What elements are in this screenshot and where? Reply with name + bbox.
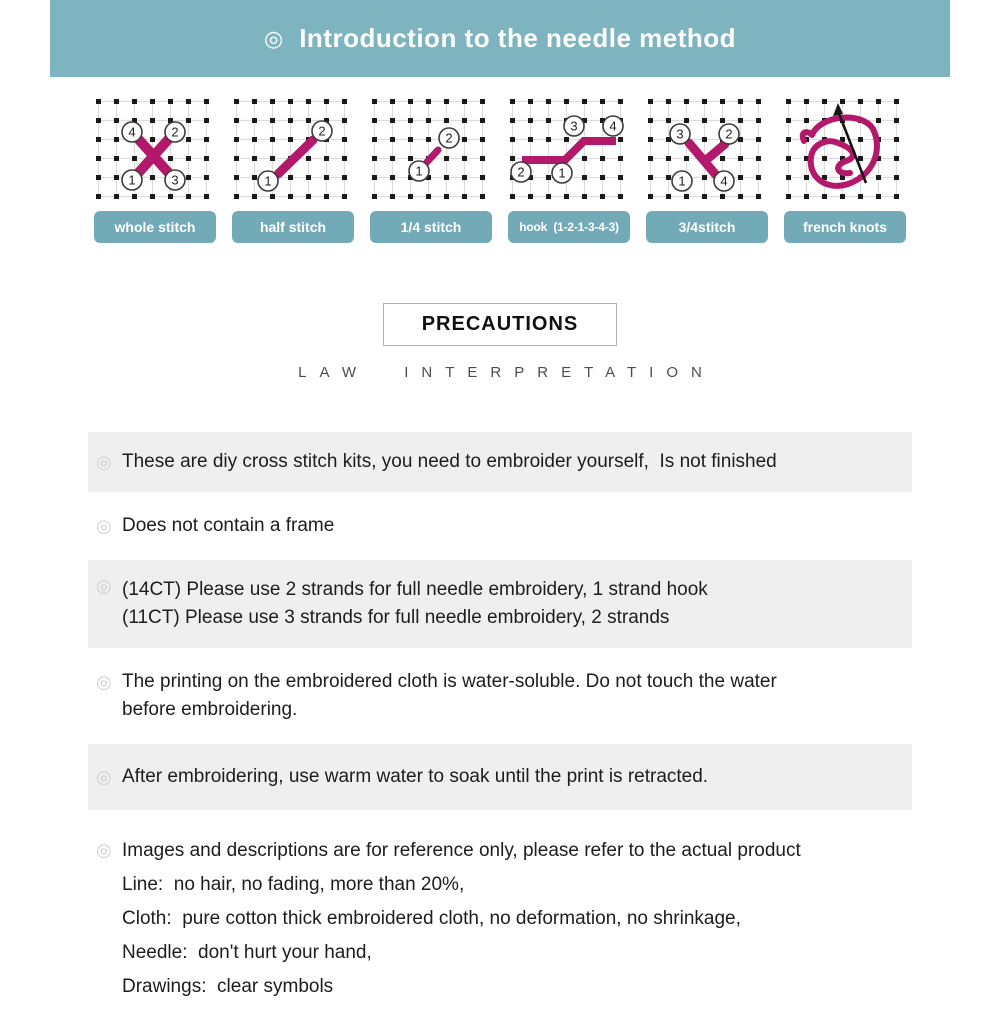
svg-text:1: 1 [128,172,136,188]
three-quarter-stitch-grid [648,99,766,201]
subtitle-law-interpretation: LAW INTERPRETATION [298,364,715,381]
stitch-label-french-knots: french knots [784,211,906,243]
step-number [603,116,623,136]
step-number [165,170,185,190]
step-number [122,122,142,142]
svg-text:2: 2 [517,164,525,180]
step-number [714,171,734,191]
precautions-heading: PRECAUTIONS [383,303,617,346]
list-item [88,810,912,1010]
step-number [165,122,185,142]
item-text: Does not contain a frame [122,515,335,536]
list-item [88,492,912,560]
step-number [122,170,142,190]
step-number [719,124,739,144]
list-item [88,648,912,744]
item-text: Needle: don't hurt your hand, [122,942,372,963]
diagram-half-stitch [232,99,354,243]
item-text: before embroidering. [122,699,298,720]
diagram-whole-stitch [94,99,216,243]
step-number [409,161,429,181]
item-text: Drawings: clear symbols [122,976,334,997]
step-number [564,116,584,136]
item-text: Cloth: pure cotton thick embroidered cloth, no deformation, no shrinkage, [122,908,741,929]
step-number [511,162,531,182]
stitch-label-three-quarter: 3/4stitch [646,211,768,243]
svg-text:4: 4 [128,124,136,140]
step-number [439,128,459,148]
step-number [670,124,690,144]
stitch-label-quarter: 1/4 stitch [370,211,492,243]
list-item [88,560,912,648]
stitch-label-half: half stitch [232,211,354,243]
item-text: (14CT) Please use 2 strands for full needle embroidery, 1 strand hook [122,579,708,600]
whole-stitch-grid [96,99,214,201]
stitch-label-whole: whole stitch [94,211,216,243]
item-text: (11CT) Please use 3 strands for full needle embroidery, 2 strands [122,607,670,628]
bullet-icon: ◎ [96,576,112,596]
item-text: Images and descriptions are for reference only, please refer to the actual product [122,840,801,861]
bullet-icon: ◎ [96,840,112,860]
bullet-icon: ◎ [96,452,112,472]
quarter-stitch-grid [372,99,490,201]
section-header-banner [50,0,950,77]
diagram-hook [508,99,630,243]
step-number [258,171,278,191]
svg-text:3: 3 [570,118,578,134]
page-title: Introduction to the needle method [299,23,737,53]
step-number [552,163,572,183]
svg-text:2: 2 [318,123,326,139]
svg-text:1: 1 [678,173,686,189]
svg-text:3: 3 [171,172,179,188]
bullet-icon: ◎ [96,672,112,692]
svg-text:2: 2 [171,124,179,140]
item-text: These are diy cross stitch kits, you need to embroider yourself, Is not finished [122,451,777,472]
precaution-list [0,432,1000,1010]
step-number [312,121,332,141]
diagram-three-quarter-stitch [646,99,768,243]
half-stitch-grid [234,99,352,201]
svg-text:3: 3 [676,126,684,142]
svg-text:1: 1 [415,163,423,179]
item-text: After embroidering, use warm water to soak until the print is retracted. [122,766,709,787]
bullseye-icon: ◎ [263,25,284,51]
diagram-quarter-stitch [370,99,492,243]
stitch-diagrams-row [0,77,1000,243]
item-text: The printing on the embroidered cloth is water-soluble. Do not touch the water [122,671,777,692]
stitch-label-hook: hook (1-2-1-3-4-3) [508,211,630,243]
french-knots-grid [786,99,904,201]
item-text: Line: no hair, no fading, more than 20%, [122,874,465,895]
bullet-icon: ◎ [96,516,112,536]
svg-text:1: 1 [264,173,272,189]
svg-text:2: 2 [445,130,453,146]
svg-text:4: 4 [609,118,617,134]
svg-text:4: 4 [720,173,728,189]
diagram-french-knots [784,99,906,243]
list-item [88,432,912,492]
svg-text:2: 2 [725,126,733,142]
svg-text:1: 1 [558,165,566,181]
list-item [88,744,912,810]
step-number [672,171,692,191]
bullet-icon: ◎ [96,767,112,787]
hook-grid [510,99,628,201]
